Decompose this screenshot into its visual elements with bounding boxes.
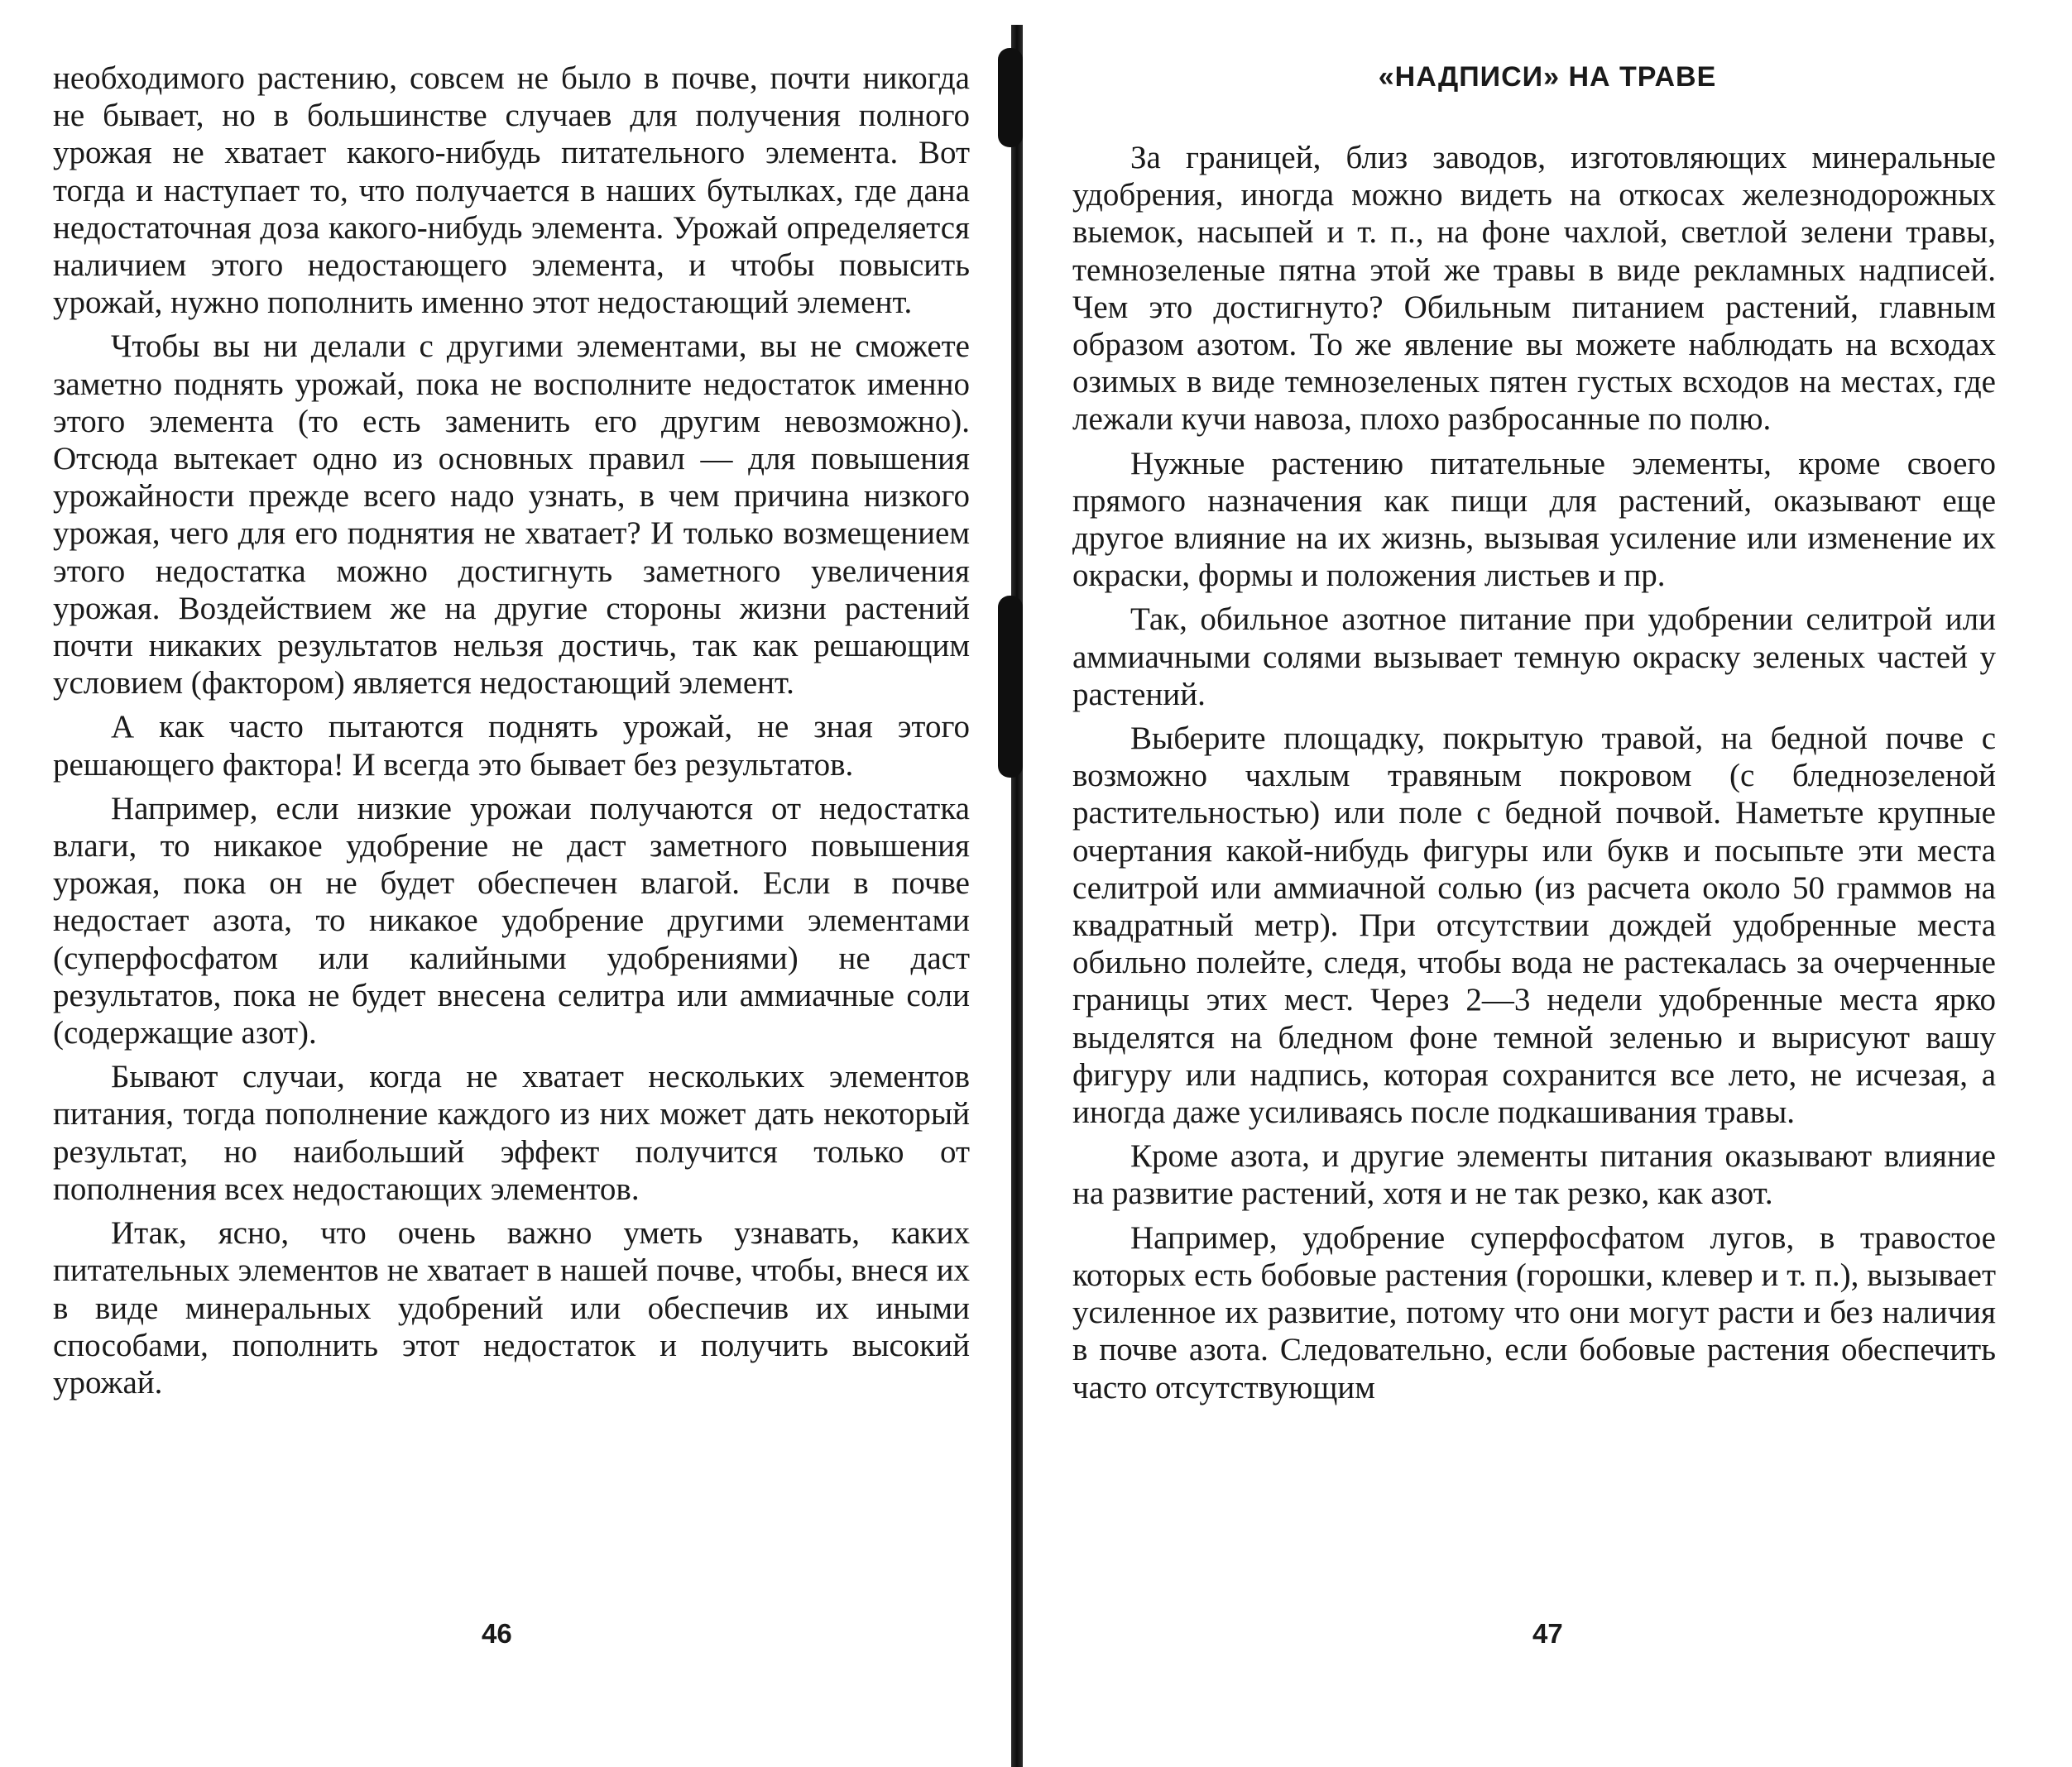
paragraph: Кроме азота, и другие элементы питания оказывают влияние на развитие растений, хотя и не так резко, как азот. (1072, 1138, 1996, 1212)
paragraph: Например, удобрение суперфосфатом лугов, в травостое которых есть бобовые растения (горошки, клевер и т. п.), вызывает усиленное их развитие, потому что они могут расти и без наличия в почве азота. Следовательно, если бобовые растения обеспечить часто отсутствующим (1072, 1219, 1996, 1405)
paragraph: А как часто пытаются поднять урожай, не зная этого решающего фактора! И всегда это бывает без результатов. (53, 709, 970, 783)
paragraph: Так, обильное азотное питание при удобрении селитрой или аммиачными солями вызывает темную окраску зеленых частей у растений. (1072, 601, 1996, 712)
book-gutter (1011, 25, 1023, 1767)
paragraph: Нужные растению питательные элементы, кроме своего прямого назначения как пищи для растений, оказывают еще другое влияние на их жизнь, вызывая усиление или изменение их окраски, формы и положения листьев и пр. (1072, 445, 1996, 594)
right-page (1023, 0, 2072, 1767)
gutter-shadow (998, 596, 1023, 778)
left-page-text (53, 60, 970, 1401)
right-page-text (1072, 139, 1996, 1406)
paragraph: Бывают случаи, когда не хватает нескольких элементов питания, тогда пополнение каждого из них может дать некоторый результат, но наибольший эффект получится только от пополнения всех недостающих элементов. (53, 1059, 970, 1207)
paragraph: Выберите площадку, покрытую травой, на бедной почве с возможно чахлым травяным покровом (с бледнозеленой растительностью) или поле с бедной почвой. Наметьте крупные очертания какой-нибудь фигуры или букв и посыпьте эти места селитрой или аммиачной солью (из расчета около 50 граммов на квадратный метр). При отсутствии дождей удобренные места обильно полейте, следя, чтобы вода не растекалась за очерченные границы этих мест. Через 2—3 недели удобренные места ярко выделятся на бледном фоне темной зеленью и вырисуют вашу фигуру или надпись, которая сохранится все лето, не исчезая, а иногда даже усиливаясь после подкашивания травы. (1072, 721, 1996, 1131)
page-number: 47 (1532, 1618, 1563, 1649)
section-heading: «НАДПИСИ» НА ТРАВЕ (1378, 61, 1717, 93)
paragraph: Например, если низкие урожаи получаются от недостатка влаги, то никакое удобрение не даст заметного повышения урожая, пока он не будет обеспечен влагой. Если в почве недостает азота, то никакое удобрение другими элементами (суперфосфатом или калийными удобрениями) не даст результатов, пока не будет внесена селитра или аммиачные соли (содержащие азот). (53, 790, 970, 1051)
paragraph: Чтобы вы ни делали с другими элементами, вы не сможете заметно поднять урожай, пока не восполните недостаток именно этого элемента (то есть заменить его другим невозможно). Отсюда вытекает одно из основных правил — для повышения урожайности прежде всего надо узнать, в чем причина низкого урожая, чего для его поднятия не хватает? И только возмещением этого недостатка можно достигнуть заметного увеличения урожая. Воздействием же на другие стороны жизни растений почти никаких результатов нельзя достичь, так как решающим условием (фактором) является недостающий элемент. (53, 328, 970, 702)
gutter-shadow (998, 48, 1023, 147)
paragraph: Итак, ясно, что очень важно уметь узнавать, каких питательных элементов не хватает в нашей почве, чтобы, внеся их в виде минеральных удобрений или обеспечив их иными способами, пополнить этот недостаток и получить высокий урожай. (53, 1215, 970, 1401)
left-page (0, 0, 1018, 1767)
paragraph: необходимого растению, совсем не было в почве, почти никогда не бывает, но в большинстве случаев для получения полного урожая не хватает какого-нибудь питательного элемента. Вот тогда и наступает то, что получается в наших бутылках, где дана недостаточная доза какого-нибудь элемента. Урожай определяется наличием этого недостающего элемента, и чтобы повысить урожай, нужно пополнить именно этот недостающий элемент. (53, 60, 970, 321)
paragraph: За границей, близ заводов, изготовляющих минеральные удобрения, иногда можно видеть на откосах железнодорожных выемок, насыпей и т. п., на фоне чахлой, светлой зелени травы, темнозеленые пятна этой же травы в виде рекламных надписей. Чем это достигнуто? Обильным питанием растений, главным образом азотом. То же явление вы можете наблюдать на всходах озимых в виде темнозеленых пятен густых всходов на местах, где лежали кучи навоза, плохо разбросанные по полю. (1072, 140, 1996, 438)
page-number: 46 (482, 1618, 512, 1649)
